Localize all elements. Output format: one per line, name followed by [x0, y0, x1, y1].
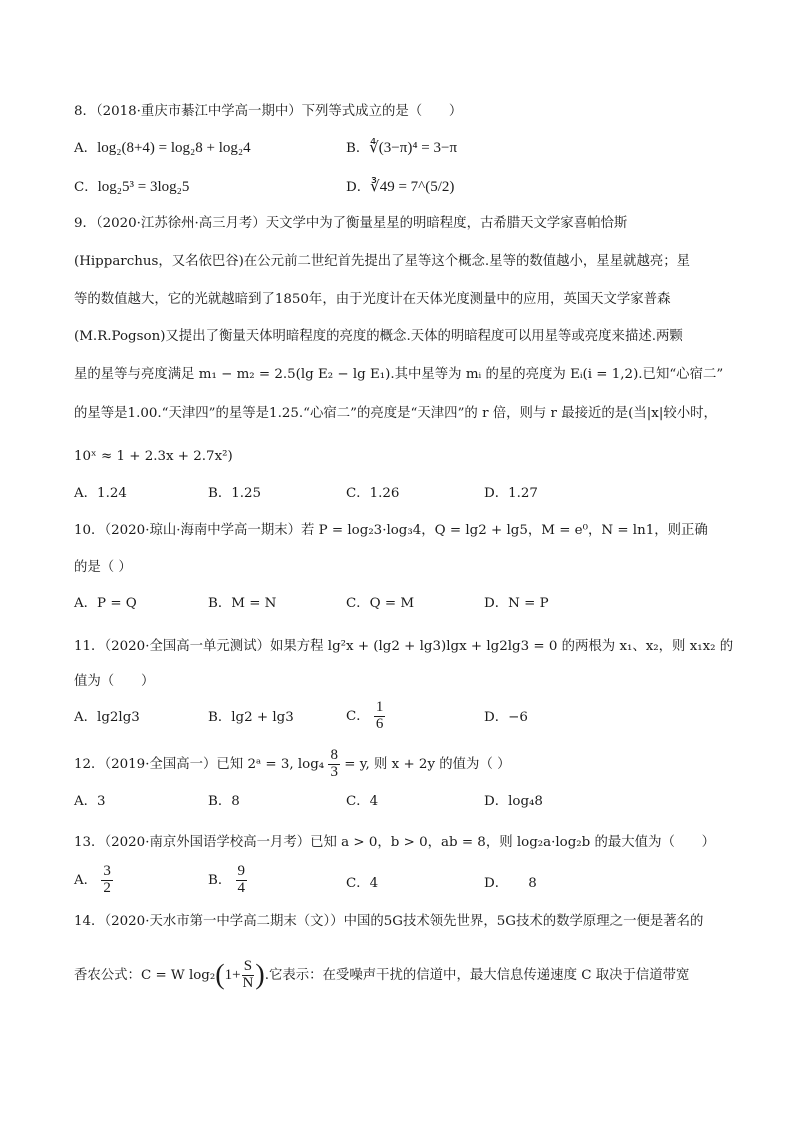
q10-option-d[interactable]: D．N = P: [484, 596, 549, 611]
q13-option-a[interactable]: A． $\frac{3}{2}$: [74, 863, 111, 896]
q10-option-c[interactable]: C．Q = M: [346, 596, 415, 611]
q9-line-2: (Hipparchus，又名依巴谷)在公元前二世纪首先提出了星等这个概念.星等的数值越小，星星就越亮；星: [74, 254, 691, 269]
q8-option-c[interactable]: C．log₂5³ = 3log₂5: [74, 179, 190, 195]
q9-line-4: (M.R.Pogson)又提出了衡量天体明暗程度的亮度的概念.天体的明暗程度可以用星等或亮度来描述.两颗: [74, 329, 683, 344]
q8-option-a[interactable]: A．log₂(8+4) = log₂8 + log₂4: [74, 140, 251, 156]
q8-stem: 8．（2018·重庆市綦江中学高一期中）下列等式成立的是（ ）: [74, 104, 463, 119]
q14-fraction: $\frac{S}{N}$: [242, 958, 254, 991]
q10-line-1: 10．（2020·琼山·海南中学高一期末）若 P = log₂3·log₃4，Q = lg2 + lg5，M = e⁰，N = ln1，则正确: [74, 523, 708, 538]
q11-option-a[interactable]: A．lg2lg3: [74, 710, 140, 725]
q11-option-c[interactable]: C． $\frac{1}{6}$: [346, 699, 384, 732]
q11-option-c-fraction: $\frac{1}{6}$: [375, 699, 384, 732]
q11-line-2: 值为（ ）: [74, 674, 155, 689]
q13-line-1: 13．（2020·南京外国语学校高一月考）已知 a > 0，b > 0，ab = 8，则 log₂a·log₂b 的最大值为（ ）: [74, 835, 716, 850]
q13-option-d[interactable]: D． 8: [484, 876, 537, 891]
q9-line-1: 9．（2020·江苏徐州·高三月考）天文学中为了衡量星星的明暗程度，古希腊天文学家喜帕恰斯: [74, 216, 628, 231]
q10-option-a[interactable]: A．P = Q: [74, 596, 137, 611]
q9-line-6: 的星等是1.00.“天津四”的星等是1.25.“心宿二”的亮度是“天津四”的 r 倍，则与 r 最接近的是(当|x|较小时，: [74, 406, 717, 421]
q14-line-2: 香农公式：C = W log₂(1+ $\frac{S}{N}$ ).它表示：在受噪声干扰的信道中，最大信息传递速度 C 取决于信道带宽: [74, 958, 690, 991]
q9-option-c[interactable]: C．1.26: [346, 486, 400, 501]
q13-option-a-fraction: $\frac{3}{2}$: [103, 863, 111, 896]
q9-option-d[interactable]: D．1.27: [484, 486, 538, 501]
q13-option-b-fraction: $\frac{9}{4}$: [237, 863, 245, 896]
q8-option-d[interactable]: D．∛49 = 7^(5/2): [346, 179, 455, 195]
q12-option-a[interactable]: A．3: [74, 794, 106, 809]
q12-option-c[interactable]: C．4: [346, 794, 379, 809]
q11-line-1: 11．（2020·全国高一单元测试）如果方程 lg²x + (lg2 + lg3)lgx + lg2lg3 = 0 的两根为 x₁、x₂，则 x₁x₂ 的: [74, 639, 734, 654]
q12-option-b[interactable]: B．8: [208, 794, 240, 809]
q12-fraction: $\frac{8}{3}$: [330, 747, 338, 780]
q11-option-d[interactable]: D．−6: [484, 710, 528, 725]
q9-line-3: 等的数值越大，它的光就越暗到了1850年，由于光度计在天体光度测量中的应用，英国天文学家普森: [74, 292, 671, 307]
q11-option-b[interactable]: B．lg2 + lg3: [208, 710, 294, 725]
q13-option-b[interactable]: B． $\frac{9}{4}$: [208, 863, 245, 896]
q14-line-1: 14．（2020·天水市第一中学高二期末（文））中国的5G技术领先世界，5G技术的数学原理之一便是著名的: [74, 914, 704, 929]
q9-option-a[interactable]: A．1.24: [74, 486, 127, 501]
q9-line-7: 10ˣ ≈ 1 + 2.3x + 2.7x²): [74, 449, 233, 464]
q8-option-b[interactable]: B．∜(3−π)⁴ = 3−π: [346, 140, 458, 156]
q10-line-2: 的是（ ）: [74, 560, 132, 575]
q12-line-1: 12．（2019·全国高一）已知 2ᵃ = 3, log₄ $\frac{8}{3}$ = y, 则 x + 2y 的值为（ ）: [74, 747, 511, 780]
q13-option-c[interactable]: C．4: [346, 876, 379, 891]
q10-option-b[interactable]: B．M = N: [208, 596, 277, 611]
q12-option-d[interactable]: D．log₄8: [484, 794, 543, 809]
q9-option-b[interactable]: B．1.25: [208, 486, 262, 501]
q9-line-5: 星的星等与亮度满足 m₁ − m₂ = 2.5(lg E₂ − lg E₁).其中星等为 mᵢ 的星的亮度为 Eᵢ(i = 1,2).已知“心宿二”: [74, 367, 724, 382]
